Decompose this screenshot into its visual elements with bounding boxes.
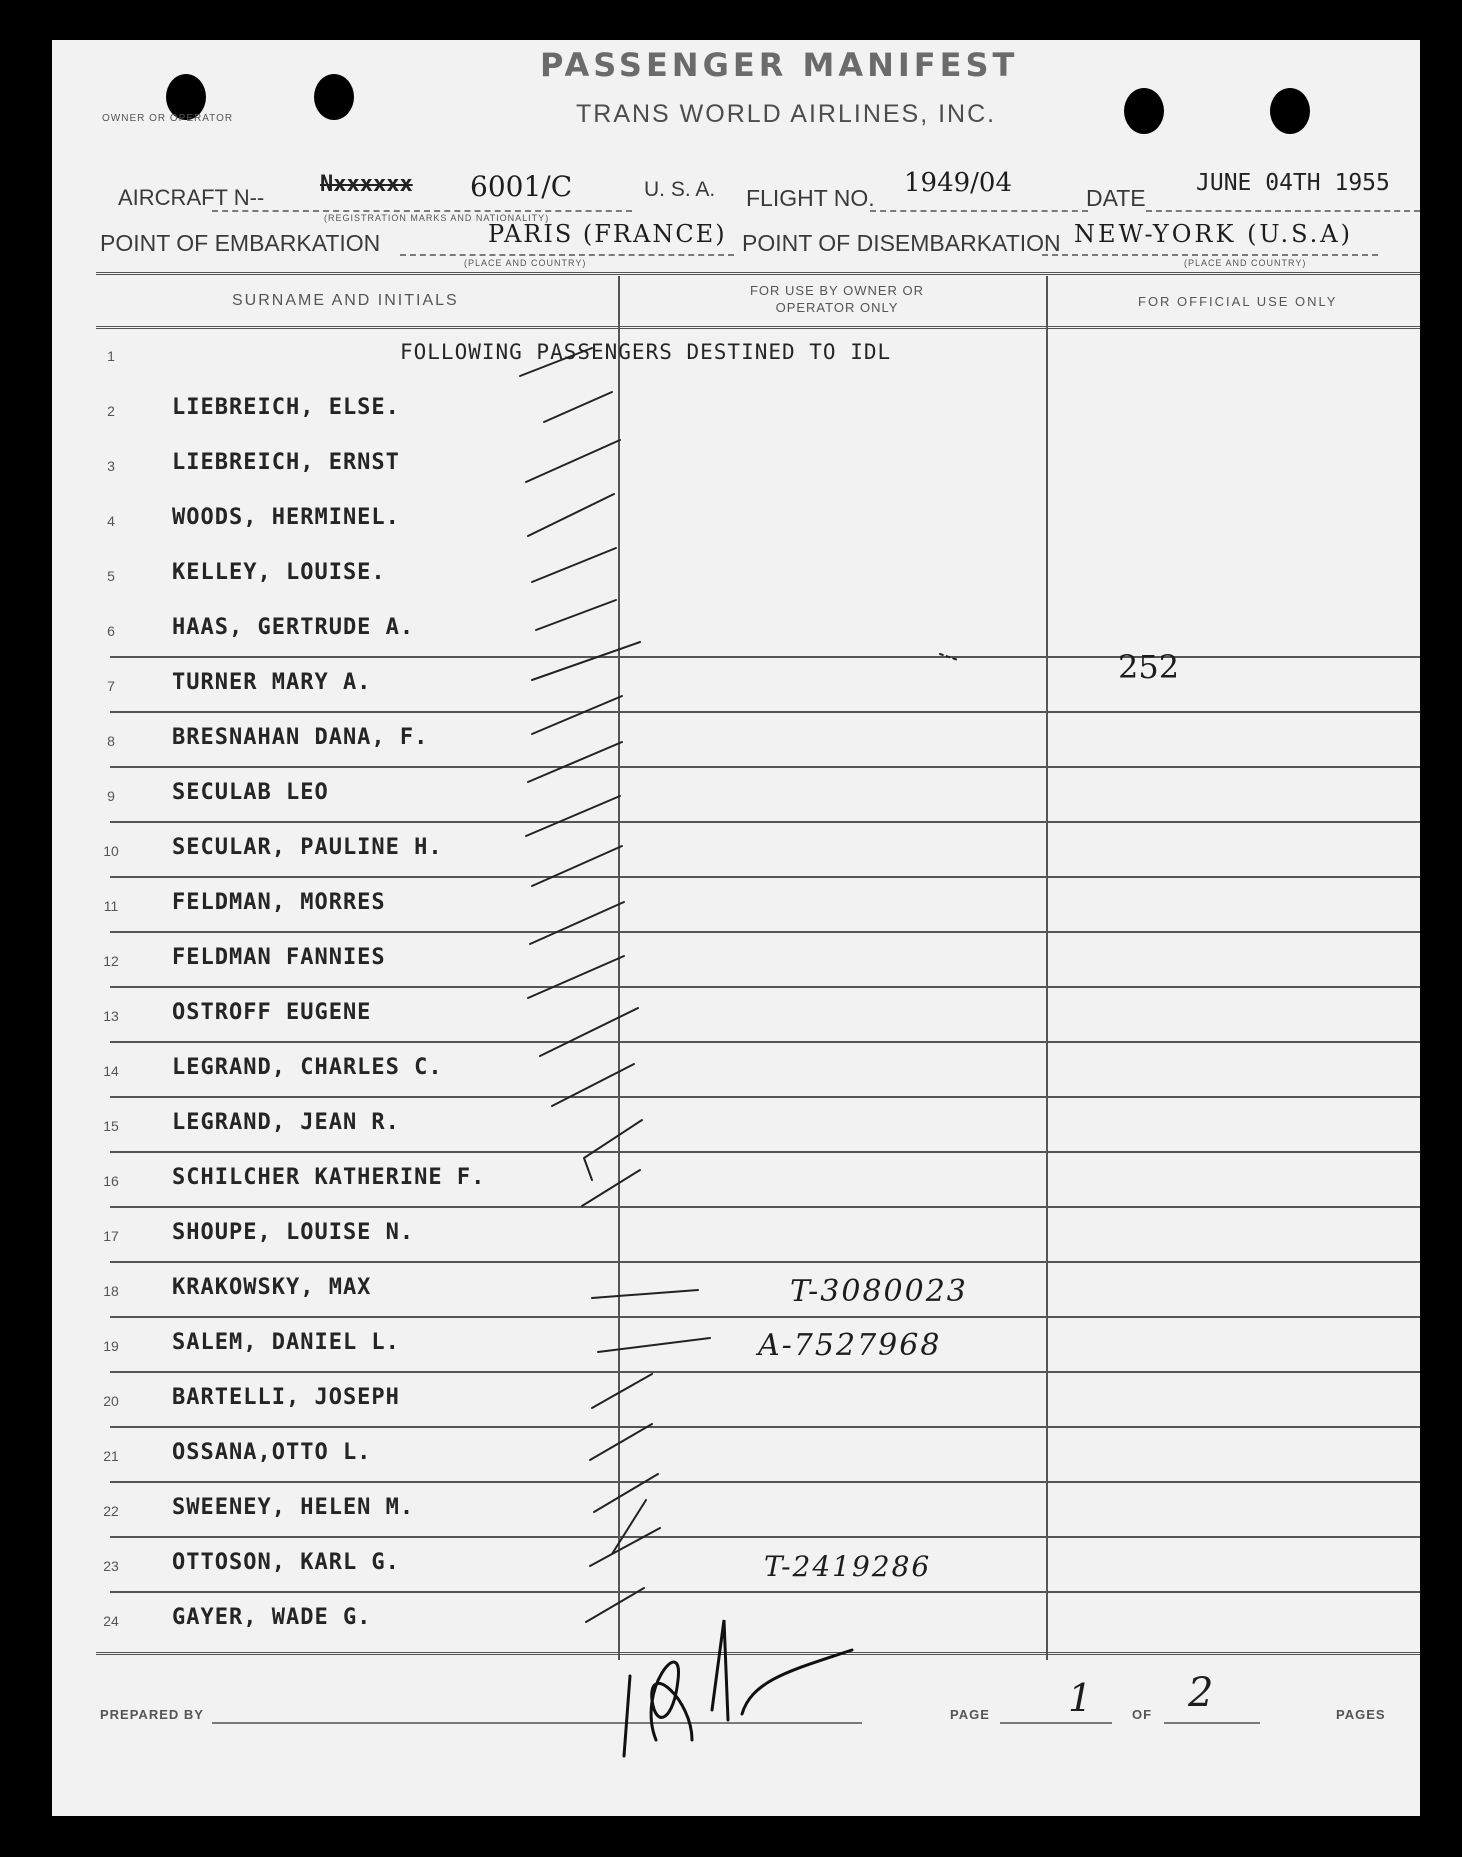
aircraft-struck-value: Nxxxxxx xyxy=(320,172,413,197)
row-number: 22 xyxy=(103,1503,119,1519)
row-number: 17 xyxy=(103,1228,119,1244)
page-label: PAGE xyxy=(950,1707,990,1722)
row-number: 20 xyxy=(103,1393,119,1409)
column-official-use: FOR OFFICIAL USE ONLY xyxy=(1138,294,1338,309)
passenger-name: SALEM, DANIEL L. xyxy=(172,1330,400,1355)
column-surname: SURNAME AND INITIALS xyxy=(232,292,459,309)
passenger-name: FELDMAN, MORRES xyxy=(172,890,386,915)
passenger-name: OTTOSON, KARL G. xyxy=(172,1550,400,1575)
row-number: 24 xyxy=(103,1613,119,1629)
passenger-name: WOODS, HERMINEL. xyxy=(172,505,400,530)
company-name: TRANS WORLD AIRLINES, INC. xyxy=(576,100,997,128)
disembark-label: POINT OF DISEMBARKATION xyxy=(742,230,1061,256)
column-owner-use: FOR USE BY OWNER OR OPERATOR ONLY xyxy=(749,283,925,315)
official-note: 252 xyxy=(1118,648,1180,686)
check-mark xyxy=(528,956,624,998)
aircraft-label: AIRCRAFT N-- xyxy=(118,185,265,210)
embark-value: PARIS (FRANCE) xyxy=(488,220,727,248)
row-number: 3 xyxy=(107,458,115,474)
embark-label: POINT OF EMBARKATION xyxy=(100,230,381,256)
page-title: PASSENGER MANIFEST xyxy=(540,46,1019,84)
check-mark xyxy=(536,600,616,630)
passenger-name: LIEBREICH, ERNST xyxy=(172,450,400,475)
passenger-name: LEGRAND, CHARLES C. xyxy=(172,1055,443,1080)
check-mark xyxy=(526,796,620,836)
date-value: JUNE 04TH 1955 xyxy=(1196,170,1390,196)
passenger-name: KELLEY, LOUISE. xyxy=(172,560,386,585)
check-mark xyxy=(544,392,612,422)
country-label: U. S. A. xyxy=(644,178,716,201)
row18-document-number: T-3080023 xyxy=(790,1274,968,1309)
registration-note: (REGISTRATION MARKS AND NATIONALITY) xyxy=(324,213,550,223)
check-mark xyxy=(594,1474,658,1512)
check-mark xyxy=(584,1120,642,1180)
row-number: 7 xyxy=(107,678,115,694)
check-mark xyxy=(532,696,622,734)
check-mark xyxy=(530,902,624,944)
row23-document-number: T-2419286 xyxy=(764,1550,932,1583)
page-number: 1 xyxy=(1068,1676,1093,1720)
row-number: 12 xyxy=(103,953,119,969)
destination-note: FOLLOWING PASSENGERS DESTINED TO IDL xyxy=(400,340,892,364)
row19-document-number: A-7527968 xyxy=(758,1328,942,1363)
check-mark xyxy=(590,1500,660,1566)
passenger-name: TURNER MARY A. xyxy=(172,670,372,695)
row-number: 4 xyxy=(107,513,115,529)
row-number: 19 xyxy=(103,1338,119,1354)
date-label: DATE xyxy=(1086,185,1146,211)
passenger-name: SWEENEY, HELEN M. xyxy=(172,1495,415,1520)
disembark-value: NEW-YORK (U.S.A) xyxy=(1074,220,1353,248)
row-number: 6 xyxy=(107,623,115,639)
embark-note: (PLACE AND COUNTRY) xyxy=(464,258,587,268)
passenger-name: LIEBREICH, ELSE. xyxy=(172,395,400,420)
passenger-name: KRAKOWSKY, MAX xyxy=(172,1275,372,1300)
check-mark xyxy=(590,1424,652,1460)
check-mark xyxy=(532,846,622,886)
check-mark xyxy=(528,742,622,782)
check-mark xyxy=(598,1338,710,1352)
passenger-name: HAAS, GERTRUDE A. xyxy=(172,615,415,640)
passenger-name: OSTROFF EUGENE xyxy=(172,1000,372,1025)
signature-mark xyxy=(624,1620,852,1756)
passenger-name: SHOUPE, LOUISE N. xyxy=(172,1220,415,1245)
row-number: 23 xyxy=(103,1558,119,1574)
passenger-name: FELDMAN FANNIES xyxy=(172,945,386,970)
row-number: 16 xyxy=(103,1173,119,1189)
passenger-name: SECULAB LEO xyxy=(172,780,329,805)
pages-label: PAGES xyxy=(1336,1707,1386,1722)
row-number: 11 xyxy=(103,898,119,914)
flight-label: FLIGHT NO. xyxy=(746,185,875,211)
row-number: 1 xyxy=(107,348,115,364)
check-mark xyxy=(586,1588,644,1622)
check-mark xyxy=(532,642,640,680)
row-number: 15 xyxy=(103,1118,119,1134)
check-mark xyxy=(526,440,620,482)
row-number: 13 xyxy=(103,1008,119,1024)
owner-label: OWNER OR OPERATOR xyxy=(102,113,234,124)
passenger-name: BRESNAHAN DANA, F. xyxy=(172,725,429,750)
flight-value: 1949/04 xyxy=(904,168,1013,198)
row-number: 8 xyxy=(107,733,115,749)
manifest-page xyxy=(52,40,1420,1816)
row-number: 21 xyxy=(103,1448,119,1464)
check-mark xyxy=(552,1064,634,1106)
tick-dash xyxy=(940,654,958,660)
passenger-name: SECULAR, PAULINE H. xyxy=(172,835,443,860)
row-number: 18 xyxy=(103,1283,119,1299)
check-mark xyxy=(592,1290,698,1298)
passenger-name: OSSANA,OTTO L. xyxy=(172,1440,372,1465)
check-mark xyxy=(520,348,592,376)
row-number: 14 xyxy=(103,1063,119,1079)
check-mark xyxy=(532,548,616,582)
row-number: 10 xyxy=(103,843,119,859)
row-number: 9 xyxy=(107,788,115,804)
total-pages: 2 xyxy=(1188,1670,1214,1716)
passenger-name: LEGRAND, JEAN R. xyxy=(172,1110,400,1135)
of-label: OF xyxy=(1132,1707,1153,1722)
check-mark xyxy=(540,1008,638,1056)
check-mark xyxy=(528,494,614,536)
check-mark xyxy=(592,1374,652,1408)
passenger-name: BARTELLI, JOSEPH xyxy=(172,1385,400,1410)
aircraft-value: 6001/C xyxy=(470,170,573,203)
row-number: 5 xyxy=(107,568,115,584)
passenger-name: SCHILCHER KATHERINE F. xyxy=(172,1165,486,1190)
row-number: 2 xyxy=(107,403,115,419)
passenger-name: GAYER, WADE G. xyxy=(172,1605,372,1630)
prepared-by-label: PREPARED BY xyxy=(100,1707,204,1722)
disembark-note: (PLACE AND COUNTRY) xyxy=(1184,258,1307,268)
check-marks-layer xyxy=(52,40,1420,1816)
